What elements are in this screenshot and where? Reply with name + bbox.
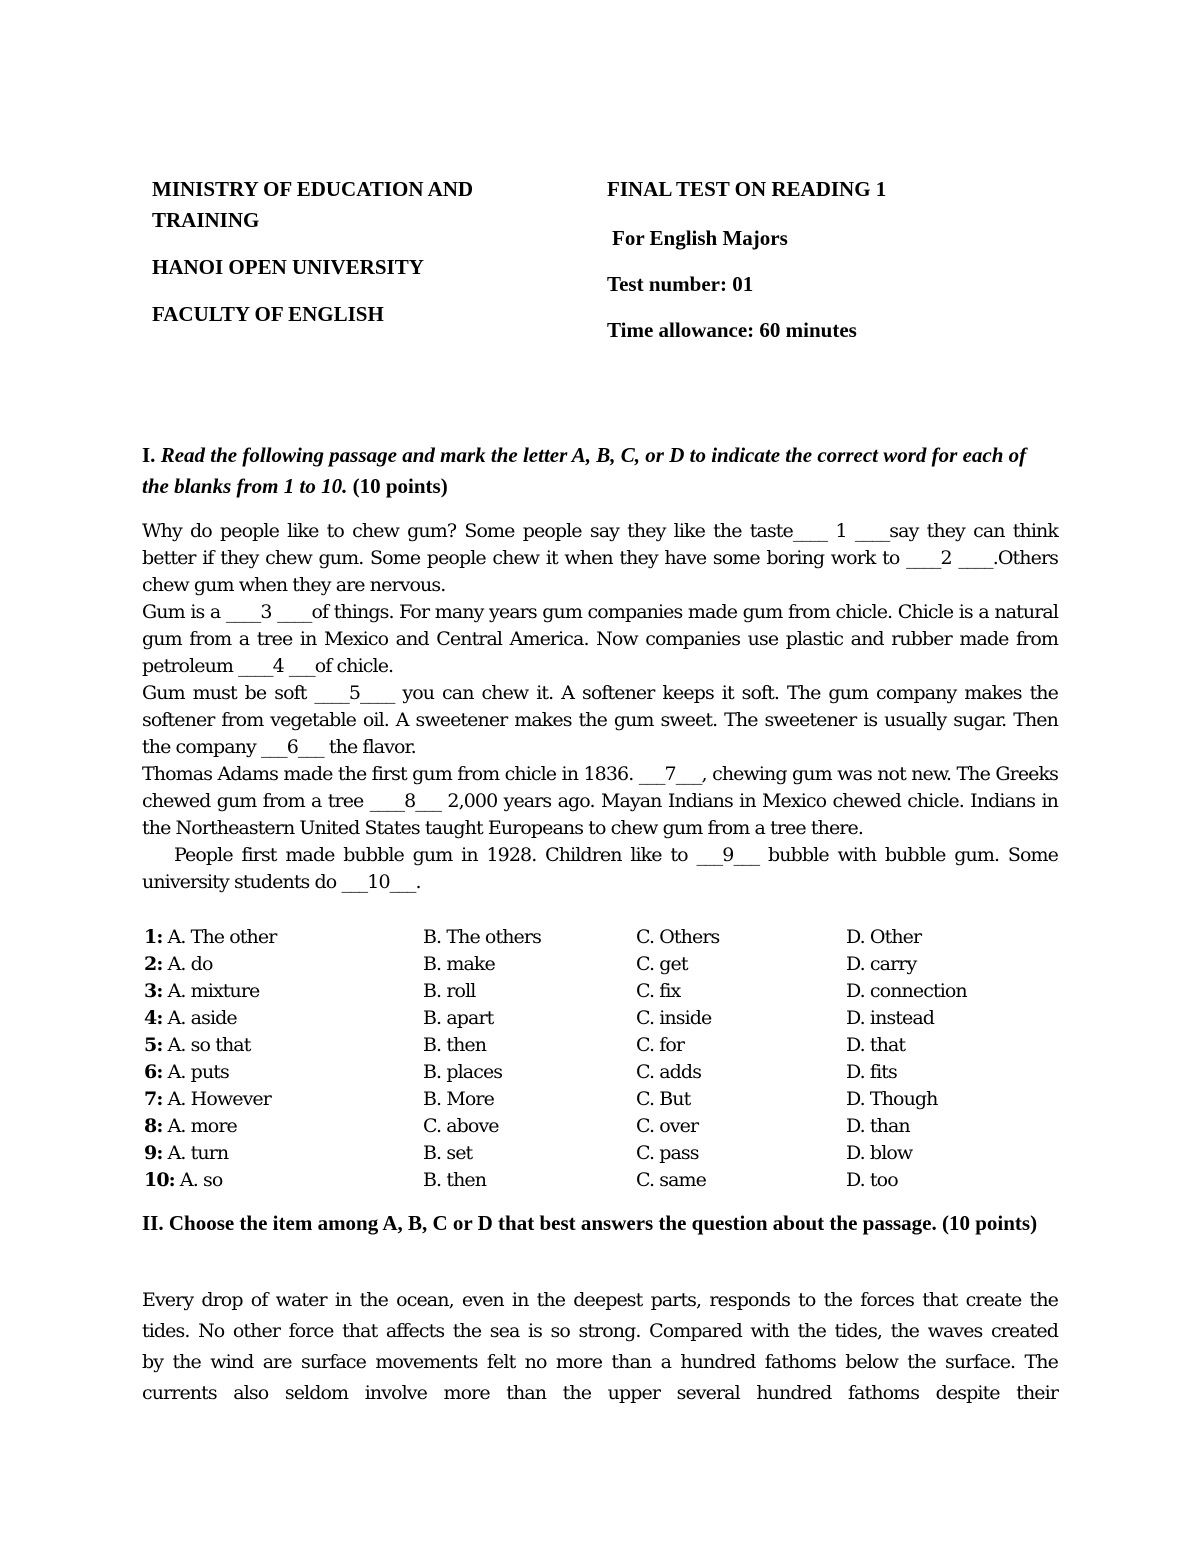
time-allowance: Time allowance: 60 minutes	[607, 318, 857, 342]
passage-paragraph: Why do people like to chew gum? Some people say they like the taste____ 1 ____say they can think better if they chew gum. Some people chew it when they have some boring work to ____2 ____.Others chew gum when they are nervous.	[142, 520, 1058, 596]
option-a-text: A. so that	[167, 1034, 251, 1056]
option-row	[142, 978, 1058, 1005]
question-number: 8:	[144, 1115, 163, 1137]
option-a	[144, 1086, 271, 1113]
section-1-number: I.	[142, 443, 156, 467]
option-b: B. make	[423, 953, 495, 975]
university-name: HANOI OPEN UNIVERSITY	[152, 255, 424, 279]
option-c: C. fix	[636, 980, 681, 1002]
question-number: 9:	[144, 1142, 163, 1164]
option-a	[144, 1140, 228, 1167]
section-2-heading: II. Choose the item among A, B, C or D that best answers the question about the passage. (10 points)	[142, 1211, 1038, 1235]
question-number: 4:	[144, 1007, 163, 1029]
passage-2-line: tides. No other force that affects the sea is so strong. Compared with the tides, the waves created	[142, 1320, 1058, 1342]
test-info-header	[607, 174, 1067, 345]
option-a	[144, 1113, 237, 1140]
option-row	[142, 1032, 1058, 1059]
option-b: B. The others	[423, 926, 541, 948]
option-c: C. same	[636, 1169, 706, 1191]
question-number: 5:	[144, 1034, 163, 1056]
question-number: 2:	[144, 953, 163, 975]
option-row	[142, 951, 1058, 978]
option-d: D. carry	[846, 953, 917, 975]
ministry-line-2: TRAINING	[152, 208, 260, 232]
option-d: D. connection	[846, 980, 967, 1002]
option-b: B. places	[423, 1061, 503, 1083]
test-number: Test number: 01	[607, 272, 754, 296]
reading-passage-2	[142, 1285, 1058, 1409]
option-d: D. Though	[846, 1088, 938, 1110]
option-a	[144, 1167, 222, 1194]
option-a-text: A. mixture	[167, 980, 260, 1002]
passage-paragraph: People first made bubble gum in 1928. Children like to ___9___ bubble with bubble gum. Some university students do ___10___.	[142, 844, 1058, 893]
test-title: FINAL TEST ON READING 1	[607, 177, 887, 201]
option-row	[142, 1059, 1058, 1086]
passage-2-line: currents also seldom involve more than the upper several hundred fathoms despite their	[142, 1382, 1058, 1404]
question-number: 6:	[144, 1061, 163, 1083]
question-number: 7:	[144, 1088, 163, 1110]
option-c: C. over	[636, 1115, 699, 1137]
option-row	[142, 1086, 1058, 1113]
option-a-text: A. However	[167, 1088, 271, 1110]
option-a-text: A. The other	[167, 926, 277, 948]
option-c: C. Others	[636, 926, 720, 948]
option-a-text: A. more	[167, 1115, 237, 1137]
option-d: D. too	[846, 1169, 898, 1191]
option-a	[144, 1005, 237, 1032]
option-a-text: A. so	[179, 1169, 223, 1191]
ministry-line-1: MINISTRY OF EDUCATION AND	[152, 177, 474, 201]
option-d: D. Other	[846, 926, 922, 948]
option-b: B. then	[423, 1034, 487, 1056]
section-1-points: (10 points)	[352, 474, 448, 498]
question-number: 1:	[144, 926, 163, 948]
option-b: B. apart	[423, 1007, 494, 1029]
test-subtitle: For English Majors	[612, 226, 788, 250]
section-1-heading	[142, 440, 1058, 502]
option-a-text: A. aside	[167, 1007, 237, 1029]
option-b: B. set	[423, 1142, 473, 1164]
option-a	[144, 951, 212, 978]
passage-2-line: by the wind are surface movements felt no more than a hundred fathoms below the surface. The	[142, 1351, 1058, 1373]
answer-options-table	[142, 924, 1058, 1194]
faculty-name: FACULTY OF ENGLISH	[152, 302, 384, 326]
option-a-text: A. do	[167, 953, 213, 975]
option-b: C. above	[423, 1115, 499, 1137]
institution-header	[152, 174, 552, 330]
section-1-instruction: Read the following passage and mark the letter A, B, C, or D to indicate the correct word for each of the blanks from 1 to 10.	[142, 443, 1027, 498]
option-a	[144, 1059, 229, 1086]
option-a-text: A. turn	[167, 1142, 229, 1164]
option-d: D. than	[846, 1115, 910, 1137]
option-d: D. instead	[846, 1007, 935, 1029]
option-row	[142, 1113, 1058, 1140]
option-c: C. adds	[636, 1061, 702, 1083]
option-row	[142, 924, 1058, 951]
cloze-passage	[142, 518, 1058, 896]
option-row	[142, 1167, 1058, 1194]
option-b: B. More	[423, 1088, 494, 1110]
option-c: C. But	[636, 1088, 691, 1110]
question-number: 10:	[144, 1169, 175, 1191]
option-a-text: A. puts	[167, 1061, 229, 1083]
passage-paragraph: Thomas Adams made the first gum from chicle in 1836. ___7___, chewing gum was not new. The Greeks chewed gum from a tree ____8___ 2,000 years ago. Mayan Indians in Mexico chewed chicle. Indians in the Northeastern United States taught Europeans to chew gum from a tree there.	[142, 763, 1058, 839]
question-number: 3:	[144, 980, 163, 1002]
option-d: D. blow	[846, 1142, 913, 1164]
option-c: C. for	[636, 1034, 685, 1056]
option-row	[142, 1005, 1058, 1032]
passage-paragraph: Gum is a ____3 ____of things. For many years gum companies made gum from chicle. Chicle is a natural gum from a tree in Mexico and Central America. Now companies use plastic and rubber made from petroleum ____4 ___of chicle.	[142, 601, 1058, 677]
option-b: B. then	[423, 1169, 487, 1191]
option-a	[144, 978, 259, 1005]
option-c: C. pass	[636, 1142, 699, 1164]
option-d: D. fits	[846, 1061, 897, 1083]
option-b: B. roll	[423, 980, 476, 1002]
option-d: D. that	[846, 1034, 906, 1056]
option-c: C. get	[636, 953, 688, 975]
passage-paragraph: Gum must be soft ____5____ you can chew it. A softener keeps it soft. The gum company makes the softener from vegetable oil. A sweetener makes the gum sweet. The sweetener is usually sugar. Then the company ___6___ the flavor.	[142, 682, 1058, 758]
option-a	[144, 924, 276, 951]
option-a	[144, 1032, 250, 1059]
option-row	[142, 1140, 1058, 1167]
passage-2-line: Every drop of water in the ocean, even in the deepest parts, responds to the forces that create the	[142, 1289, 1058, 1311]
option-c: C. inside	[636, 1007, 712, 1029]
